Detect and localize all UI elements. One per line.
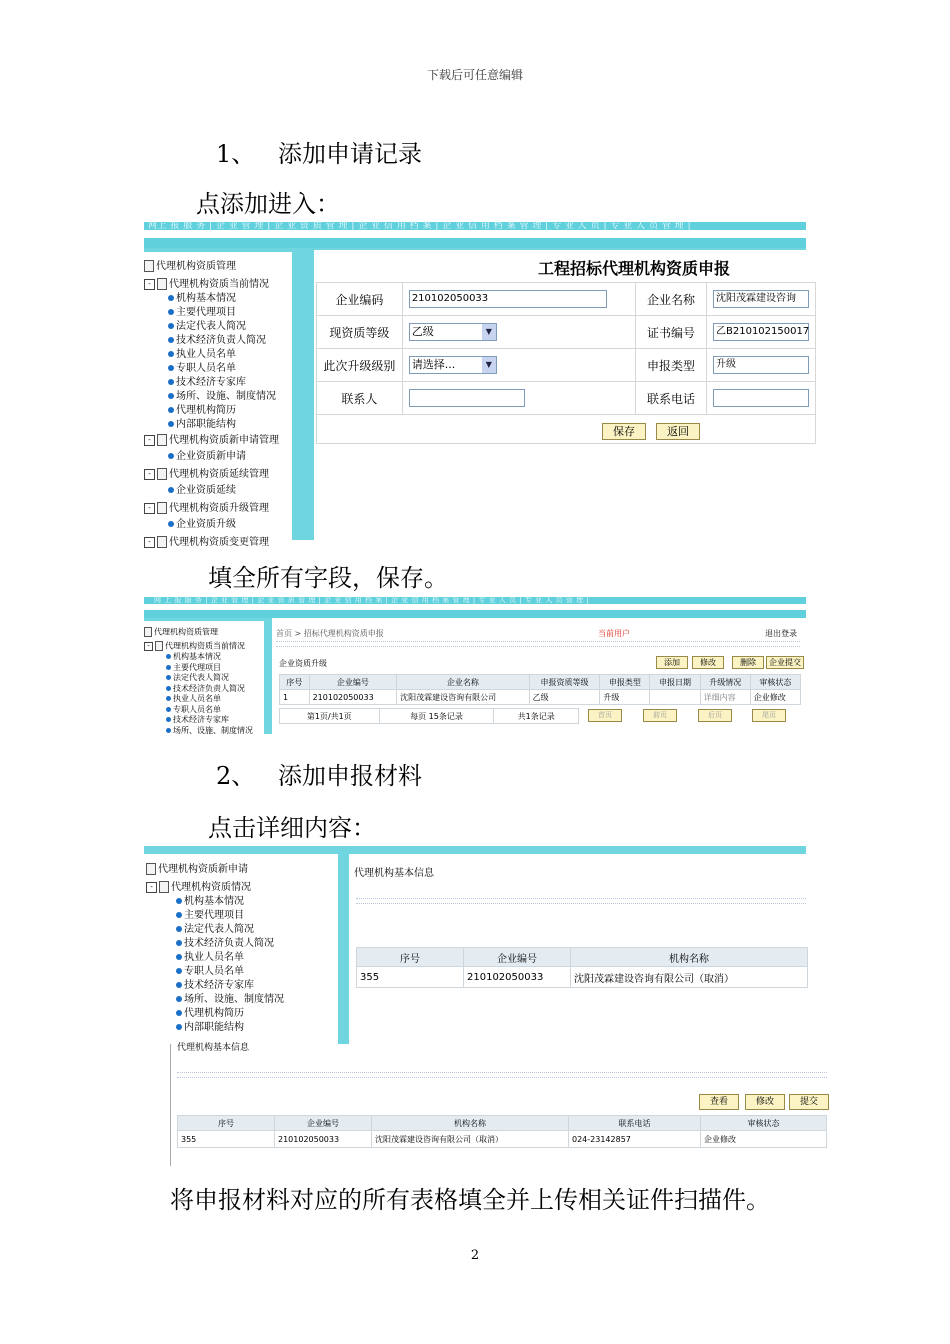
tree-item[interactable]: 场所、设施、制度情况	[176, 993, 284, 1007]
contact-input[interactable]	[409, 389, 525, 407]
bullet-icon	[176, 912, 182, 918]
bullet-icon	[166, 696, 171, 701]
phone-input[interactable]	[713, 389, 809, 407]
section-2-title: 添加申报材料	[278, 762, 422, 790]
col-header: 机构名称	[372, 1116, 569, 1131]
col-header: 升级情况	[700, 675, 750, 690]
upgrade-value: 请选择...	[411, 358, 456, 371]
submit-button[interactable]: 提交	[789, 1094, 829, 1110]
table-cell: 210102050033	[464, 967, 571, 988]
pager-total: 共1条记录	[494, 709, 579, 724]
col-header: 企业名称	[397, 675, 529, 690]
next-page-button[interactable]: 后页	[698, 709, 732, 722]
tree-item[interactable]: 执业人员名单	[168, 348, 279, 362]
col-header: 申报日期	[650, 675, 700, 690]
tree-items	[144, 652, 253, 736]
col-header: 企业编号	[309, 675, 397, 690]
table-cell	[650, 690, 700, 705]
table-header	[280, 675, 801, 690]
apply-form-table	[316, 282, 816, 444]
bullet-icon	[166, 665, 171, 670]
bullet-icon	[168, 379, 174, 385]
bullet-icon	[176, 968, 182, 974]
tree-item[interactable]: 主要代理项目	[176, 909, 284, 923]
bullet-icon	[168, 351, 174, 357]
tree-item[interactable]: 技术经济专家库	[166, 715, 253, 726]
collapse-icon: -	[144, 537, 155, 548]
sidebar-tree	[144, 627, 253, 736]
upgrade-select[interactable]	[409, 356, 497, 374]
col-header: 序号	[357, 948, 464, 967]
col-header: 企业编号	[464, 948, 571, 967]
section-1-text: 点添加进入：	[196, 190, 340, 218]
bullet-icon	[166, 717, 171, 722]
bullet-icon	[168, 407, 174, 413]
tree-item[interactable]: 内部职能结构	[176, 1021, 284, 1035]
bullet-icon	[168, 521, 174, 527]
bullet-icon	[176, 898, 182, 904]
tree-item[interactable]: 法定代表人简况	[176, 923, 284, 937]
col-header: 申报资质等级	[529, 675, 600, 690]
table-header	[357, 948, 808, 967]
chevron-down-icon: ▼	[482, 324, 496, 340]
name-input[interactable]: 沈阳茂霖建设咨询	[713, 290, 809, 308]
table-header	[178, 1116, 827, 1131]
logout-link[interactable]: 退出登录	[765, 629, 797, 638]
upgrade-table	[279, 674, 801, 705]
collapse-icon: -	[146, 882, 157, 893]
section-1-number: 1、	[216, 140, 256, 168]
sidebar-tree	[144, 260, 279, 550]
divider	[177, 1072, 827, 1073]
bullet-icon	[168, 323, 174, 329]
tree-item[interactable]: 技术经济专家库	[176, 979, 284, 993]
section-2-text-2: 将申报材料对应的所有表格填全并上传相关证件扫描件。	[170, 1186, 770, 1214]
collapse-icon: -	[144, 435, 155, 446]
divider	[356, 898, 806, 899]
tree-item[interactable]: 企业资质延续	[144, 484, 279, 498]
table-cell: 升级	[600, 690, 650, 705]
save-button[interactable]: 保存	[602, 423, 646, 440]
tree-item[interactable]: 专职人员名单	[168, 362, 279, 376]
section-2-number: 2、	[216, 762, 256, 790]
bullet-icon	[166, 654, 171, 659]
screenshot-detail	[144, 846, 806, 1044]
label-cert: 证书编号	[635, 316, 706, 349]
book-icon	[144, 260, 154, 272]
table-cell: 355	[178, 1131, 275, 1148]
col-header: 序号	[178, 1116, 275, 1131]
delete-button[interactable]: 删除	[732, 656, 764, 669]
bullet-icon	[176, 1024, 182, 1030]
table-cell: 企业修改	[750, 690, 800, 705]
table-cell: 1	[280, 690, 310, 705]
screenshot-apply-form	[144, 221, 810, 548]
chevron-down-icon: ▼	[482, 357, 496, 373]
tree-group-change[interactable]: - 代理机构资质变更管理	[144, 536, 279, 550]
edit-button[interactable]: 修改	[745, 1094, 785, 1110]
bullet-icon	[176, 926, 182, 932]
tree-item[interactable]: 机构基本情况	[176, 895, 284, 909]
table-cell: 210102050033	[309, 690, 397, 705]
col-header: 联系电话	[569, 1116, 701, 1131]
tree-item[interactable]: 技术经济负责人简况	[176, 937, 284, 951]
section-1-title: 添加申请记录	[278, 140, 422, 168]
actions-table	[177, 1115, 827, 1148]
tree-root[interactable]: 代理机构资质新申请	[146, 863, 284, 877]
current-user-label: 当前用户	[598, 629, 630, 638]
collapse-icon: -	[144, 469, 155, 480]
tree-item[interactable]: 机构基本情况	[166, 652, 253, 663]
tree-items	[146, 895, 284, 1035]
bullet-icon	[166, 686, 171, 691]
nav-bar-text: 网 上 报 服 务 | 企 业 管 理 | 企 业 资 质 管 理 | 企 业 信 用 档 案 | 企 业 信 用 档 案 管 理 | 专 业 人 员 | 专 业 人 员 管 理 |	[154, 596, 590, 604]
book-icon	[157, 468, 167, 480]
table-cell: 沈阳茂霖建设咨询有限公司（取消）	[372, 1131, 569, 1148]
page-header: 下载后可任意编辑	[426, 68, 523, 82]
code-input[interactable]: 210102050033	[409, 290, 607, 308]
form-title: 工程招标代理机构资质申报	[538, 259, 731, 278]
bullet-icon	[168, 309, 174, 315]
tree-item[interactable]: 技术经济负责人简况	[168, 334, 279, 348]
book-icon	[157, 278, 167, 290]
bullet-icon	[168, 393, 174, 399]
tree-item[interactable]: 主要代理项目	[166, 663, 253, 674]
nav-strip	[144, 238, 806, 248]
tree-item[interactable]: 技术经济负责人简况	[166, 684, 253, 695]
tree-item[interactable]: 代理机构简历	[176, 1007, 284, 1021]
tree-item[interactable]: 场所、设施、制度情况	[166, 726, 253, 737]
col-header: 企业编号	[275, 1116, 372, 1131]
breadcrumb[interactable]: 首页 > 招标代理机构资质申报	[276, 629, 384, 638]
label-level: 现资质等级	[317, 316, 403, 349]
tree-root[interactable]: 代理机构资质管理	[144, 627, 253, 638]
last-page-button[interactable]: 尾页	[752, 709, 786, 722]
bullet-icon	[176, 1010, 182, 1016]
tree-item[interactable]: 专职人员名单	[166, 705, 253, 716]
collapse-icon: -	[144, 279, 155, 290]
add-button[interactable]: 添加	[656, 656, 688, 669]
book-icon	[157, 434, 167, 446]
tree-item[interactable]: 企业资质升级	[144, 518, 279, 532]
tree-item[interactable]: 执业人员名单	[176, 951, 284, 965]
overlay-title: 代理机构基本信息	[177, 1043, 250, 1053]
tree-item[interactable]: 主要代理项目	[168, 306, 279, 320]
bullet-icon	[168, 295, 174, 301]
col-header: 申报类型	[600, 675, 650, 690]
col-header: 审核状态	[701, 1116, 827, 1131]
form-button-row	[317, 415, 816, 444]
bullet-icon	[166, 728, 171, 733]
first-page-button[interactable]: 首页	[588, 709, 622, 722]
tree-item[interactable]: 企业资质新申请	[144, 450, 279, 464]
book-icon	[159, 881, 169, 893]
divider	[177, 1077, 827, 1078]
label-name: 企业名称	[635, 283, 706, 316]
tree-item[interactable]: 执业人员名单	[166, 694, 253, 705]
nav-bar-text: 网上 报 服 务 | 企 业 管 理 | 企 业 资 质 管 理 | 企 业 信 用 档 案 | 企 业 信 用 档 案 管 理 | 专 业 人 员 | 专 业 人 员 管 理 |	[148, 221, 692, 231]
tree-group-new[interactable]: - 代理机构资质新申请管理	[144, 434, 279, 448]
tree-item[interactable]: 代理机构简历	[168, 404, 279, 418]
tree-root[interactable]: 代理机构资质管理	[144, 260, 279, 274]
bullet-icon	[168, 421, 174, 427]
sidebar-tree	[146, 863, 284, 1035]
level-select[interactable]	[409, 323, 497, 341]
tree-group-upgrade[interactable]: - 代理机构资质升级管理	[144, 502, 279, 516]
tree-group-current[interactable]: - 代理机构资质当前情况	[144, 278, 279, 292]
pager-per: 每页 15条记录	[379, 709, 494, 724]
tree-item[interactable]: 专职人员名单	[176, 965, 284, 979]
bullet-icon	[168, 365, 174, 371]
divider	[276, 646, 800, 647]
table-cell: 沈阳茂霖建设咨询有限公司（取消）	[571, 967, 808, 988]
table-cell: 024-23142857	[569, 1131, 701, 1148]
book-icon	[144, 627, 152, 637]
table-row[interactable]	[357, 967, 808, 988]
section-label: 企业资质升级	[279, 659, 327, 668]
section-1-text-2: 填全所有字段，保存。	[208, 564, 448, 592]
table-cell: 沈阳茂霖建设咨询有限公司	[397, 690, 529, 705]
type-input[interactable]: 升级	[713, 356, 809, 374]
back-button[interactable]: 返回	[656, 423, 700, 440]
table-cell: 355	[357, 967, 464, 988]
tree-item[interactable]: 内部职能结构	[168, 418, 279, 432]
bullet-icon	[176, 940, 182, 946]
bullet-icon	[166, 675, 171, 680]
bullet-icon	[168, 337, 174, 343]
page-number: 2	[470, 1248, 480, 1263]
book-icon	[157, 502, 167, 514]
col-header: 审核状态	[750, 675, 800, 690]
divider	[276, 641, 800, 642]
label-code: 企业编码	[317, 283, 403, 316]
label-phone: 联系电话	[635, 382, 706, 415]
pager-info	[279, 708, 579, 724]
book-icon	[155, 641, 163, 651]
tree-item[interactable]: 场所、设施、制度情况	[168, 390, 279, 404]
level-value: 乙级	[411, 325, 434, 338]
divider	[356, 903, 806, 904]
label-upgrade: 此次升级级别	[317, 349, 403, 382]
detail-table	[356, 947, 808, 988]
view-button[interactable]: 查看	[699, 1094, 739, 1110]
bullet-icon	[168, 453, 174, 459]
nav-strip	[144, 610, 806, 618]
detail-link[interactable]: 详细内容	[700, 690, 750, 705]
screenshot-upgrade-list	[144, 597, 806, 734]
collapse-icon: -	[144, 642, 153, 651]
bullet-icon	[166, 707, 171, 712]
prev-page-button[interactable]: 前页	[643, 709, 677, 722]
col-header: 序号	[280, 675, 310, 690]
bullet-icon	[176, 982, 182, 988]
label-type: 申报类型	[635, 349, 706, 382]
tree-item[interactable]: 机构基本情况	[168, 292, 279, 306]
tree-group-current-items	[144, 292, 279, 432]
edit-button[interactable]: 修改	[692, 656, 724, 669]
screenshot-actions	[170, 1044, 827, 1166]
cert-input[interactable]: 乙B210102150017	[713, 323, 809, 341]
book-icon	[146, 863, 156, 875]
book-icon	[157, 536, 167, 548]
table-cell: 210102050033	[275, 1131, 372, 1148]
collapse-icon: -	[144, 503, 155, 514]
bullet-icon	[168, 487, 174, 493]
label-contact: 联系人	[317, 382, 403, 415]
bullet-icon	[176, 996, 182, 1002]
col-header: 机构名称	[571, 948, 808, 967]
table-row	[280, 690, 801, 705]
table-cell: 乙级	[529, 690, 600, 705]
pager-page: 第1页/共1页	[280, 709, 380, 724]
section-2-text: 点击详细内容：	[208, 814, 376, 842]
tree-item[interactable]: 法定代表人简况	[166, 673, 253, 684]
tree-item[interactable]: 法定代表人简况	[168, 320, 279, 334]
table-cell: 企业修改	[701, 1131, 827, 1148]
tree-item[interactable]: 技术经济专家库	[168, 376, 279, 390]
submit-button[interactable]: 企业提交	[766, 656, 804, 669]
bullet-icon	[176, 954, 182, 960]
tree-group-extend[interactable]: - 代理机构资质延续管理	[144, 468, 279, 482]
tree-group[interactable]: - 代理机构资质情况	[146, 881, 284, 895]
tree-group-current[interactable]: - 代理机构资质当前情况	[144, 641, 253, 652]
detail-title: 代理机构基本信息	[354, 868, 434, 879]
table-row[interactable]	[178, 1131, 827, 1148]
